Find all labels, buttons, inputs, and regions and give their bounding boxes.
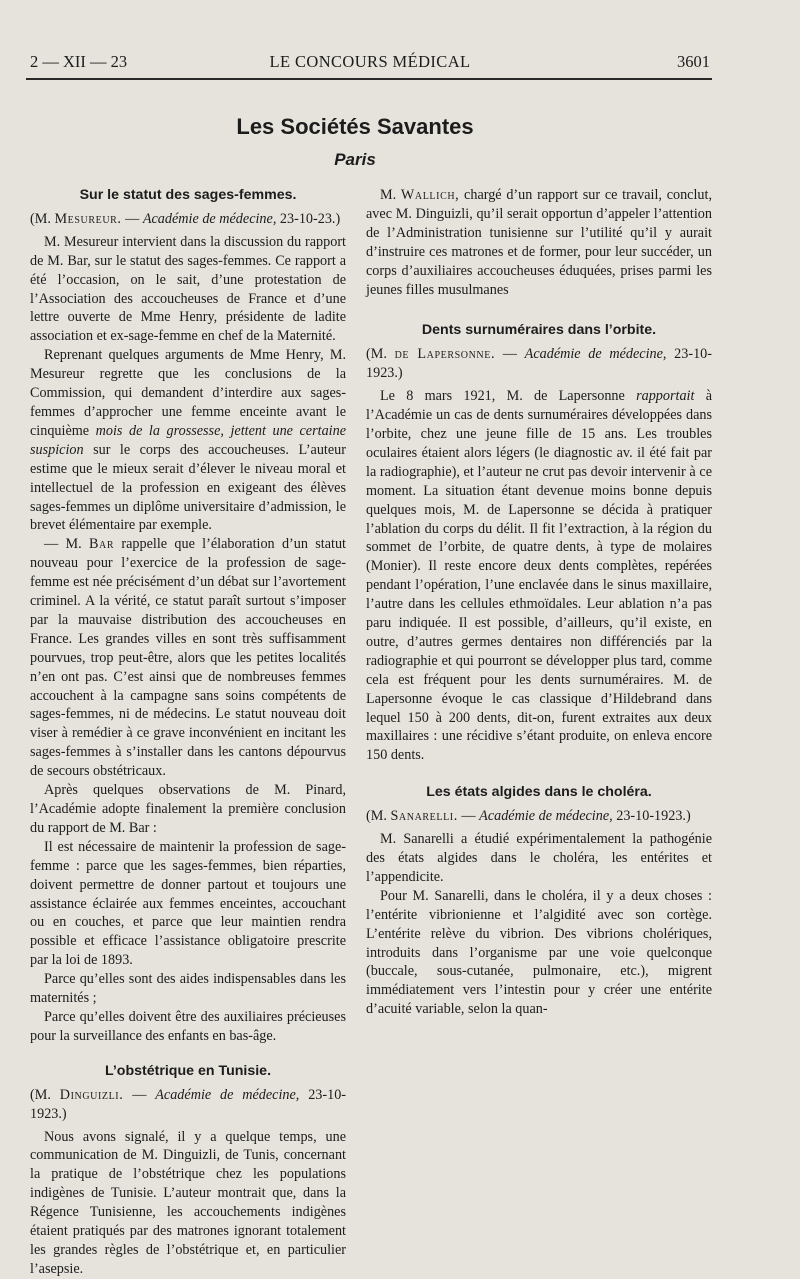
header-page-number: 3601: [677, 52, 710, 71]
right-column: [366, 186, 712, 1019]
italic-run: mois de la grossesse, jettent une certaine suspicion: [30, 422, 346, 458]
text-run: sur le corps des accoucheuses. L’auteur estime que le mieux serait d’élever le niveau moral et intellectuel de la profession en exigeant des élèves sages-femmes un diplôme universitaire d’admission, le brevet élémentaire par exemple.: [30, 441, 346, 534]
ref-dash: —: [123, 1086, 156, 1103]
ref-author: Dinguizli.: [59, 1086, 124, 1103]
ref-open: (M.: [30, 210, 55, 227]
ref-open: (M.: [366, 808, 391, 825]
paragraph: Parce qu’elles sont des aides indispensables dans les maternités ;: [30, 971, 346, 1007]
spacer: [366, 299, 712, 321]
section-title: Les Sociétés Savantes: [236, 114, 474, 139]
text-run: Le 8 mars 1921, M. de Lapersonne: [380, 388, 637, 405]
spacer: [366, 765, 712, 783]
paragraph: [366, 186, 712, 299]
paragraph: M. Mesureur intervient dans la discussion du rapport de M. Bar, sur le statut des sages-femmes. Ce rapport a été l’occasion, on le sait, d’une protestation de l’Association des accoucheuses de France et d’une lettre ouverte de Mme Henry, présidente de ladite association et ex-sage-femme en chef de la Maternité.: [30, 233, 346, 345]
ref-venue: Académie de médecine,: [524, 346, 667, 363]
ref-author: de Lapersonne.: [394, 346, 496, 363]
article-reference-dents: [366, 345, 712, 383]
left-column: [30, 186, 346, 1279]
ref-dash: —: [457, 808, 480, 825]
paragraph: Pour M. Sanarelli, dans le choléra, il y a deux choses : l’entérite vibrionienne et l’algidité avec son cortège. L’entérite relève du vibrion. Des vibrions cholériques, introduits dans l’organisme par une voie quelconque (buccale, sous-cutanée, pulmonaire, etc.), migrent immédiatement vers l’intestin pour y créer une entérite d’acuité variable, selon la quan-: [366, 887, 712, 1018]
text-run: M.: [380, 187, 401, 203]
italic-run: rapportait: [636, 388, 695, 405]
running-header: [30, 50, 710, 74]
article-heading-cholera: Les états algides dans le choléra.: [426, 784, 652, 801]
header-journal-title: LE CONCOURS MÉDICAL: [269, 52, 471, 71]
text-run: à l’Académie un cas de dents surnuméraires développées dans l’orbite, chez une jeune fille de 15 ans. Les troubles oculaires étaient alors légers (le diagnostic av. il été fait par la radiographie), et l’auteur ne crut pas devoir intervenir à ce moment. La situation étant devenue moins bonne depuis quelques mois, M. de Lapersonne se décida à pratiquer l’ablation du corps du délit. Il fit l’extraction, à la région du sommet de l’orbite, de quatre dents, à type de molaires (Monier). Il reste encore deux dents complètes, repérées pendant l’opération, l’une enclavée dans le sinus maxillaire, l’autre dans les cellules ethmoïdales. Leur ablation n’a pas paru indiquée. Il est possible, d’ailleurs, qu’il existe, en outre, d’autres germes dentaires non différenciés par la radiographie et qui pourront se développer plus tard, comme cela est fréquent pour les dents surnuméraires. M. de Lapersonne évoque le cas classique d’Hildebrand dans lequel 150 à 200 dents, dit-on, furent extraites aux deux maxillaires : une récidive s’étant produite, on enleva encore 150 dents.: [366, 388, 712, 764]
paragraph: Après quelques observations de M. Pinard, l’Académie adopte finalement la première conclusion du rapport de M. Bar :: [30, 782, 346, 836]
ref-date: 23-10-1923.): [612, 808, 691, 825]
ref-author: Mesureur.: [54, 210, 122, 227]
ref-venue: Académie de médecine,: [142, 210, 277, 227]
article-heading-dents: Dents surnuméraires dans l’orbite.: [421, 322, 657, 339]
article-reference-statut: [30, 210, 346, 229]
paragraph: Nous avons signalé, il y a quelque temps, une communication de M. Dinguizli, de Tunis, concernant la pratique de l’obstétrique chez les populations indigènes de Tunisie. L’auteur montrait que, dans la Régence Tunisienne, les accouchements indigènes étaient pratiqués par des matrones ignorant totalement les grandes règles de l’obstétrique et, en particulier l’asepsie.: [30, 1128, 346, 1277]
spacer: [30, 1046, 346, 1062]
header-rule: [26, 78, 712, 80]
paragraph: M. Sanarelli a étudié expérimentalement la pathogénie des états algides dans le choléra, les entérites et l’appendicite.: [366, 831, 712, 885]
paragraph: Il est nécessaire de maintenir la profession de sage-femme : parce que les sages-femmes, bien réparties, doivent permettre de donner partout et toujours une assistance éclairée aux femmes enceintes, accouchant ou en couches, et parce que leur maintien rendra possible et efficace l’assistance obligatoire prescrite par la loi de 1893.: [30, 838, 346, 969]
ref-open: (M.: [366, 346, 395, 363]
paragraph: [30, 535, 346, 781]
ref-open: (M.: [30, 1086, 60, 1103]
ref-date: 23-10-1923.): [366, 346, 712, 382]
text-run: rappelle que l’élaboration d’un statut nouveau pour l’exercice de la profession de sage-femme est née précisément d’un débat sur l’avortement criminel. A la vérité, ce statut paraît surtout s’imposer par la mauvaise distribution des accoucheuses en France. Les grandes villes en sont très suffisamment pourvues, trop peut-être, alors que les petites localités n’en ont pas. C’est ainsi que de nombreuses femmes accouchent à la campagne sans soins compétents de sages-femmes, ni de médecins. Le statut nouveau doit viser à remédier à ce grave inconvénient en incitant les sages-femmes à s’installer dans les cantons dépourvus de secours obstétricaux.: [30, 536, 346, 780]
author-name: Wallich,: [400, 187, 460, 203]
ref-venue: Académie de médecine,: [155, 1086, 300, 1103]
ref-dash: —: [121, 210, 143, 227]
ref-date: 23-10-23.): [276, 210, 341, 227]
section-location: Paris: [334, 150, 376, 169]
paragraph: [30, 346, 346, 535]
text-run: Reprenant quelques arguments de Mme Henry, M. Mesureur regrette que les conclusions de la Commission, qui demandent d’interdire aux sages-femmes d’approcher une femme enceinte avant le cinquième: [30, 347, 346, 439]
article-heading-statut: Sur le statut des sages-femmes.: [79, 187, 297, 203]
author-name: Bar: [88, 536, 115, 553]
ref-author: Sanarelli.: [390, 808, 458, 825]
ref-venue: Académie de médecine,: [479, 808, 613, 825]
article-reference-cholera: [366, 807, 712, 826]
text-run: chargé d’un rapport sur ce travail, conclut, avec M. Dinguizli, qu’il serait opportun d’appeler l’attention de l’Administration tunisienne sur l’utilité qu’il y aurait d’instruire ces matrones et de former, pour leur succéder, un corps d’auxiliaires accoucheuses éduquées, prises parmi les jeunes filles musulmanes: [366, 187, 712, 298]
article-heading-tunisie: L’obstétrique en Tunisie.: [104, 1062, 272, 1079]
ref-date: 23-10-1923.): [30, 1086, 347, 1122]
paragraph: [366, 387, 712, 765]
header-issue-date: 2 — XII — 23: [30, 52, 128, 71]
paragraph: Parce qu’elles doivent être des auxiliaires précieuses pour la surveillance des enfants en bas-âge.: [30, 1008, 346, 1044]
article-reference-tunisie: [30, 1086, 346, 1124]
text-run: — M.: [44, 536, 89, 553]
ref-dash: —: [495, 346, 525, 363]
